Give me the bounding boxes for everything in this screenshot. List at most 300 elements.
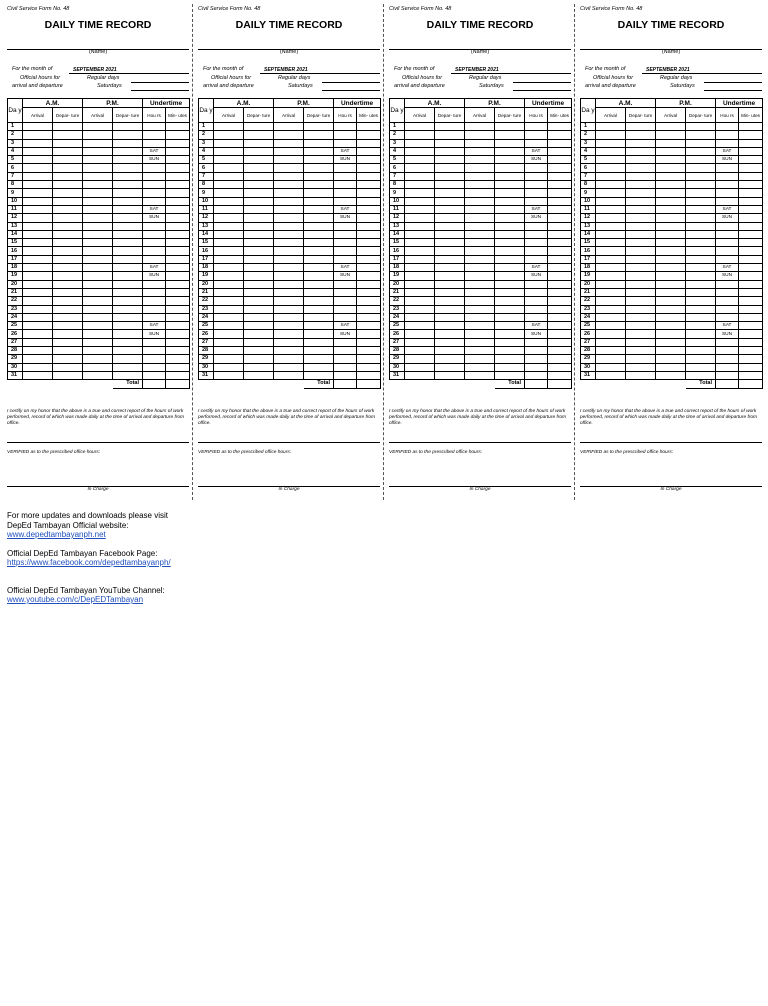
undertime-hours-cell[interactable]	[143, 338, 166, 346]
am-departure-cell[interactable]	[435, 280, 465, 288]
pm-arrival-cell[interactable]	[656, 172, 686, 180]
pm-arrival-cell[interactable]	[465, 214, 495, 222]
am-departure-cell[interactable]	[435, 181, 465, 189]
undertime-minutes-cell[interactable]	[548, 363, 572, 371]
pm-arrival-cell[interactable]	[656, 272, 686, 280]
pm-arrival-cell[interactable]	[274, 164, 304, 172]
undertime-minutes-cell[interactable]	[166, 205, 190, 213]
pm-arrival-cell[interactable]	[83, 230, 113, 238]
pm-arrival-cell[interactable]	[83, 272, 113, 280]
am-arrival-cell[interactable]	[405, 189, 435, 197]
pm-departure-cell[interactable]	[113, 288, 143, 296]
am-departure-cell[interactable]	[626, 205, 656, 213]
am-arrival-cell[interactable]	[596, 255, 626, 263]
facebook-link[interactable]: https://www.facebook.com/depedtambayanph/	[7, 558, 171, 567]
undertime-hours-cell[interactable]	[716, 181, 739, 189]
pm-departure-cell[interactable]	[495, 330, 525, 338]
am-departure-cell[interactable]	[53, 156, 83, 164]
am-arrival-cell[interactable]	[214, 181, 244, 189]
undertime-hours-cell[interactable]	[334, 239, 357, 247]
pm-arrival-cell[interactable]	[274, 139, 304, 147]
pm-departure-cell[interactable]	[686, 280, 716, 288]
pm-arrival-cell[interactable]	[274, 363, 304, 371]
undertime-minutes-cell[interactable]	[548, 330, 572, 338]
am-departure-cell[interactable]	[435, 355, 465, 363]
pm-arrival-cell[interactable]	[656, 255, 686, 263]
undertime-minutes-cell[interactable]	[548, 355, 572, 363]
am-arrival-cell[interactable]	[23, 255, 53, 263]
undertime-minutes-cell[interactable]	[739, 313, 763, 321]
undertime-minutes-cell[interactable]	[166, 164, 190, 172]
pm-departure-cell[interactable]	[113, 363, 143, 371]
pm-departure-cell[interactable]	[304, 172, 334, 180]
undertime-hours-cell[interactable]	[334, 164, 357, 172]
pm-arrival-cell[interactable]	[274, 131, 304, 139]
undertime-minutes-cell[interactable]	[739, 322, 763, 330]
am-arrival-cell[interactable]	[596, 355, 626, 363]
am-departure-cell[interactable]	[244, 205, 274, 213]
am-departure-cell[interactable]	[244, 123, 274, 131]
pm-departure-cell[interactable]	[495, 205, 525, 213]
undertime-hours-cell[interactable]	[525, 347, 548, 355]
am-departure-cell[interactable]	[435, 255, 465, 263]
pm-arrival-cell[interactable]	[465, 164, 495, 172]
undertime-minutes-cell[interactable]	[166, 272, 190, 280]
am-arrival-cell[interactable]	[596, 189, 626, 197]
pm-departure-cell[interactable]	[304, 280, 334, 288]
am-arrival-cell[interactable]	[214, 355, 244, 363]
am-arrival-cell[interactable]	[596, 305, 626, 313]
pm-departure-cell[interactable]	[304, 123, 334, 131]
pm-arrival-cell[interactable]	[83, 305, 113, 313]
undertime-hours-cell[interactable]	[143, 197, 166, 205]
am-departure-cell[interactable]	[626, 272, 656, 280]
pm-departure-cell[interactable]	[113, 189, 143, 197]
am-departure-cell[interactable]	[626, 131, 656, 139]
pm-departure-cell[interactable]	[113, 280, 143, 288]
am-departure-cell[interactable]	[244, 305, 274, 313]
undertime-minutes-cell[interactable]	[548, 247, 572, 255]
am-arrival-cell[interactable]	[23, 156, 53, 164]
undertime-hours-cell[interactable]	[334, 255, 357, 263]
am-arrival-cell[interactable]	[596, 371, 626, 379]
undertime-hours-cell[interactable]	[143, 139, 166, 147]
undertime-hours-cell[interactable]	[143, 355, 166, 363]
undertime-minutes-cell[interactable]	[739, 172, 763, 180]
am-arrival-cell[interactable]	[214, 264, 244, 272]
pm-departure-cell[interactable]	[495, 230, 525, 238]
am-departure-cell[interactable]	[244, 288, 274, 296]
undertime-hours-cell[interactable]	[334, 347, 357, 355]
am-departure-cell[interactable]	[244, 371, 274, 379]
undertime-hours-cell[interactable]	[334, 338, 357, 346]
undertime-minutes-cell[interactable]	[548, 181, 572, 189]
pm-departure-cell[interactable]	[495, 164, 525, 172]
undertime-minutes-cell[interactable]	[739, 338, 763, 346]
undertime-minutes-cell[interactable]	[548, 172, 572, 180]
am-departure-cell[interactable]	[435, 123, 465, 131]
undertime-hours-cell[interactable]	[334, 131, 357, 139]
am-arrival-cell[interactable]	[596, 272, 626, 280]
pm-arrival-cell[interactable]	[465, 272, 495, 280]
pm-arrival-cell[interactable]	[656, 131, 686, 139]
pm-arrival-cell[interactable]	[656, 139, 686, 147]
undertime-hours-cell[interactable]	[334, 355, 357, 363]
am-departure-cell[interactable]	[244, 230, 274, 238]
pm-departure-cell[interactable]	[686, 123, 716, 131]
pm-departure-cell[interactable]	[495, 371, 525, 379]
am-departure-cell[interactable]	[53, 222, 83, 230]
undertime-hours-cell[interactable]	[525, 181, 548, 189]
pm-departure-cell[interactable]	[495, 156, 525, 164]
am-arrival-cell[interactable]	[214, 288, 244, 296]
undertime-hours-cell[interactable]	[525, 197, 548, 205]
undertime-hours-cell[interactable]	[143, 181, 166, 189]
am-departure-cell[interactable]	[244, 172, 274, 180]
pm-departure-cell[interactable]	[686, 371, 716, 379]
pm-departure-cell[interactable]	[686, 181, 716, 189]
pm-departure-cell[interactable]	[113, 197, 143, 205]
pm-arrival-cell[interactable]	[83, 123, 113, 131]
undertime-hours-cell[interactable]	[525, 338, 548, 346]
pm-departure-cell[interactable]	[686, 305, 716, 313]
total-hours-cell[interactable]	[334, 380, 357, 388]
undertime-minutes-cell[interactable]	[739, 131, 763, 139]
am-arrival-cell[interactable]	[405, 164, 435, 172]
am-departure-cell[interactable]	[626, 280, 656, 288]
pm-arrival-cell[interactable]	[465, 205, 495, 213]
pm-arrival-cell[interactable]	[83, 338, 113, 346]
am-arrival-cell[interactable]	[23, 189, 53, 197]
undertime-minutes-cell[interactable]	[166, 139, 190, 147]
pm-departure-cell[interactable]	[686, 355, 716, 363]
undertime-minutes-cell[interactable]	[357, 322, 381, 330]
am-arrival-cell[interactable]	[405, 330, 435, 338]
am-arrival-cell[interactable]	[596, 172, 626, 180]
am-arrival-cell[interactable]	[23, 147, 53, 155]
am-departure-cell[interactable]	[435, 164, 465, 172]
am-arrival-cell[interactable]	[596, 230, 626, 238]
pm-arrival-cell[interactable]	[83, 264, 113, 272]
pm-arrival-cell[interactable]	[83, 222, 113, 230]
undertime-hours-cell[interactable]	[143, 131, 166, 139]
undertime-minutes-cell[interactable]	[548, 123, 572, 131]
pm-arrival-cell[interactable]	[465, 197, 495, 205]
am-arrival-cell[interactable]	[23, 181, 53, 189]
am-arrival-cell[interactable]	[23, 355, 53, 363]
am-departure-cell[interactable]	[435, 205, 465, 213]
am-departure-cell[interactable]	[53, 338, 83, 346]
undertime-hours-cell[interactable]	[143, 297, 166, 305]
undertime-hours-cell[interactable]	[716, 123, 739, 131]
undertime-minutes-cell[interactable]	[739, 347, 763, 355]
pm-arrival-cell[interactable]	[274, 371, 304, 379]
undertime-hours-cell[interactable]	[143, 123, 166, 131]
am-arrival-cell[interactable]	[23, 288, 53, 296]
am-departure-cell[interactable]	[626, 214, 656, 222]
undertime-minutes-cell[interactable]	[166, 322, 190, 330]
undertime-minutes-cell[interactable]	[357, 222, 381, 230]
am-departure-cell[interactable]	[435, 363, 465, 371]
undertime-minutes-cell[interactable]	[548, 347, 572, 355]
am-arrival-cell[interactable]	[596, 239, 626, 247]
am-arrival-cell[interactable]	[405, 131, 435, 139]
pm-departure-cell[interactable]	[495, 239, 525, 247]
pm-arrival-cell[interactable]	[83, 147, 113, 155]
undertime-hours-cell[interactable]	[525, 288, 548, 296]
am-departure-cell[interactable]	[244, 297, 274, 305]
pm-departure-cell[interactable]	[495, 355, 525, 363]
am-arrival-cell[interactable]	[23, 264, 53, 272]
pm-arrival-cell[interactable]	[656, 338, 686, 346]
undertime-hours-cell[interactable]	[143, 189, 166, 197]
pm-arrival-cell[interactable]	[83, 189, 113, 197]
pm-departure-cell[interactable]	[113, 255, 143, 263]
am-arrival-cell[interactable]	[23, 131, 53, 139]
undertime-minutes-cell[interactable]	[357, 131, 381, 139]
pm-arrival-cell[interactable]	[83, 164, 113, 172]
pm-departure-cell[interactable]	[686, 363, 716, 371]
pm-departure-cell[interactable]	[686, 189, 716, 197]
undertime-hours-cell[interactable]	[525, 123, 548, 131]
undertime-hours-cell[interactable]	[143, 172, 166, 180]
pm-departure-cell[interactable]	[113, 222, 143, 230]
pm-departure-cell[interactable]	[495, 197, 525, 205]
undertime-hours-cell[interactable]	[334, 197, 357, 205]
undertime-minutes-cell[interactable]	[548, 264, 572, 272]
am-arrival-cell[interactable]	[405, 280, 435, 288]
pm-departure-cell[interactable]	[495, 322, 525, 330]
pm-arrival-cell[interactable]	[465, 239, 495, 247]
undertime-minutes-cell[interactable]	[548, 272, 572, 280]
am-departure-cell[interactable]	[53, 255, 83, 263]
undertime-minutes-cell[interactable]	[548, 156, 572, 164]
am-departure-cell[interactable]	[435, 214, 465, 222]
am-departure-cell[interactable]	[244, 264, 274, 272]
undertime-minutes-cell[interactable]	[357, 123, 381, 131]
pm-departure-cell[interactable]	[113, 313, 143, 321]
am-arrival-cell[interactable]	[214, 222, 244, 230]
am-arrival-cell[interactable]	[23, 139, 53, 147]
pm-departure-cell[interactable]	[495, 338, 525, 346]
undertime-hours-cell[interactable]	[334, 305, 357, 313]
undertime-hours-cell[interactable]	[716, 280, 739, 288]
pm-departure-cell[interactable]	[304, 355, 334, 363]
am-departure-cell[interactable]	[244, 197, 274, 205]
am-arrival-cell[interactable]	[23, 272, 53, 280]
undertime-minutes-cell[interactable]	[166, 247, 190, 255]
am-departure-cell[interactable]	[53, 172, 83, 180]
am-departure-cell[interactable]	[53, 247, 83, 255]
am-departure-cell[interactable]	[626, 147, 656, 155]
am-arrival-cell[interactable]	[214, 322, 244, 330]
pm-arrival-cell[interactable]	[83, 172, 113, 180]
am-arrival-cell[interactable]	[405, 239, 435, 247]
pm-arrival-cell[interactable]	[274, 230, 304, 238]
am-arrival-cell[interactable]	[214, 371, 244, 379]
am-arrival-cell[interactable]	[23, 214, 53, 222]
pm-arrival-cell[interactable]	[274, 239, 304, 247]
am-arrival-cell[interactable]	[23, 280, 53, 288]
undertime-minutes-cell[interactable]	[739, 214, 763, 222]
undertime-hours-cell[interactable]	[334, 247, 357, 255]
undertime-minutes-cell[interactable]	[739, 264, 763, 272]
pm-departure-cell[interactable]	[304, 371, 334, 379]
am-departure-cell[interactable]	[435, 239, 465, 247]
am-departure-cell[interactable]	[244, 139, 274, 147]
pm-departure-cell[interactable]	[113, 338, 143, 346]
undertime-hours-cell[interactable]	[716, 189, 739, 197]
am-departure-cell[interactable]	[435, 330, 465, 338]
undertime-minutes-cell[interactable]	[166, 330, 190, 338]
am-departure-cell[interactable]	[626, 123, 656, 131]
undertime-minutes-cell[interactable]	[166, 297, 190, 305]
undertime-hours-cell[interactable]	[716, 131, 739, 139]
pm-departure-cell[interactable]	[686, 164, 716, 172]
pm-arrival-cell[interactable]	[83, 247, 113, 255]
am-departure-cell[interactable]	[53, 139, 83, 147]
pm-arrival-cell[interactable]	[274, 197, 304, 205]
am-arrival-cell[interactable]	[23, 330, 53, 338]
undertime-hours-cell[interactable]	[334, 288, 357, 296]
am-arrival-cell[interactable]	[214, 347, 244, 355]
am-departure-cell[interactable]	[435, 338, 465, 346]
pm-arrival-cell[interactable]	[465, 181, 495, 189]
am-departure-cell[interactable]	[626, 156, 656, 164]
undertime-minutes-cell[interactable]	[548, 239, 572, 247]
pm-departure-cell[interactable]	[304, 347, 334, 355]
pm-departure-cell[interactable]	[495, 139, 525, 147]
undertime-minutes-cell[interactable]	[166, 363, 190, 371]
am-arrival-cell[interactable]	[405, 172, 435, 180]
am-arrival-cell[interactable]	[214, 123, 244, 131]
pm-departure-cell[interactable]	[113, 205, 143, 213]
pm-departure-cell[interactable]	[686, 156, 716, 164]
am-departure-cell[interactable]	[53, 239, 83, 247]
pm-arrival-cell[interactable]	[465, 123, 495, 131]
pm-arrival-cell[interactable]	[465, 255, 495, 263]
am-arrival-cell[interactable]	[405, 147, 435, 155]
pm-arrival-cell[interactable]	[465, 280, 495, 288]
pm-arrival-cell[interactable]	[656, 156, 686, 164]
undertime-minutes-cell[interactable]	[166, 156, 190, 164]
pm-departure-cell[interactable]	[113, 123, 143, 131]
undertime-hours-cell[interactable]	[525, 247, 548, 255]
am-arrival-cell[interactable]	[405, 313, 435, 321]
am-departure-cell[interactable]	[626, 247, 656, 255]
am-departure-cell[interactable]	[435, 247, 465, 255]
undertime-minutes-cell[interactable]	[739, 205, 763, 213]
undertime-minutes-cell[interactable]	[357, 164, 381, 172]
pm-arrival-cell[interactable]	[274, 272, 304, 280]
undertime-minutes-cell[interactable]	[739, 156, 763, 164]
pm-arrival-cell[interactable]	[656, 197, 686, 205]
am-arrival-cell[interactable]	[23, 322, 53, 330]
am-arrival-cell[interactable]	[214, 172, 244, 180]
undertime-hours-cell[interactable]	[143, 347, 166, 355]
pm-departure-cell[interactable]	[495, 214, 525, 222]
undertime-minutes-cell[interactable]	[166, 222, 190, 230]
undertime-hours-cell[interactable]	[334, 313, 357, 321]
pm-arrival-cell[interactable]	[274, 264, 304, 272]
pm-arrival-cell[interactable]	[274, 255, 304, 263]
am-departure-cell[interactable]	[53, 322, 83, 330]
undertime-minutes-cell[interactable]	[548, 214, 572, 222]
undertime-minutes-cell[interactable]	[739, 363, 763, 371]
undertime-minutes-cell[interactable]	[357, 355, 381, 363]
pm-arrival-cell[interactable]	[83, 280, 113, 288]
pm-arrival-cell[interactable]	[83, 131, 113, 139]
pm-departure-cell[interactable]	[495, 264, 525, 272]
pm-departure-cell[interactable]	[304, 230, 334, 238]
undertime-minutes-cell[interactable]	[548, 189, 572, 197]
pm-arrival-cell[interactable]	[465, 363, 495, 371]
am-arrival-cell[interactable]	[405, 247, 435, 255]
pm-departure-cell[interactable]	[304, 197, 334, 205]
am-arrival-cell[interactable]	[214, 297, 244, 305]
pm-arrival-cell[interactable]	[274, 313, 304, 321]
am-arrival-cell[interactable]	[214, 197, 244, 205]
am-arrival-cell[interactable]	[405, 255, 435, 263]
undertime-minutes-cell[interactable]	[739, 181, 763, 189]
am-departure-cell[interactable]	[435, 264, 465, 272]
am-departure-cell[interactable]	[53, 189, 83, 197]
am-arrival-cell[interactable]	[214, 313, 244, 321]
pm-arrival-cell[interactable]	[656, 123, 686, 131]
pm-departure-cell[interactable]	[686, 239, 716, 247]
am-arrival-cell[interactable]	[214, 156, 244, 164]
undertime-minutes-cell[interactable]	[739, 305, 763, 313]
undertime-hours-cell[interactable]	[716, 305, 739, 313]
undertime-hours-cell[interactable]	[525, 297, 548, 305]
am-departure-cell[interactable]	[626, 371, 656, 379]
pm-departure-cell[interactable]	[304, 363, 334, 371]
undertime-minutes-cell[interactable]	[357, 181, 381, 189]
am-departure-cell[interactable]	[435, 322, 465, 330]
pm-departure-cell[interactable]	[304, 264, 334, 272]
pm-arrival-cell[interactable]	[83, 205, 113, 213]
am-arrival-cell[interactable]	[23, 230, 53, 238]
am-arrival-cell[interactable]	[405, 355, 435, 363]
pm-arrival-cell[interactable]	[274, 347, 304, 355]
undertime-hours-cell[interactable]	[143, 239, 166, 247]
pm-arrival-cell[interactable]	[83, 363, 113, 371]
undertime-minutes-cell[interactable]	[548, 222, 572, 230]
undertime-minutes-cell[interactable]	[739, 247, 763, 255]
am-departure-cell[interactable]	[435, 230, 465, 238]
am-arrival-cell[interactable]	[596, 131, 626, 139]
pm-departure-cell[interactable]	[495, 189, 525, 197]
undertime-minutes-cell[interactable]	[166, 181, 190, 189]
am-departure-cell[interactable]	[53, 305, 83, 313]
undertime-hours-cell[interactable]	[525, 139, 548, 147]
undertime-hours-cell[interactable]	[143, 313, 166, 321]
undertime-minutes-cell[interactable]	[357, 172, 381, 180]
pm-arrival-cell[interactable]	[83, 322, 113, 330]
am-departure-cell[interactable]	[244, 247, 274, 255]
undertime-hours-cell[interactable]	[716, 239, 739, 247]
pm-departure-cell[interactable]	[686, 230, 716, 238]
pm-departure-cell[interactable]	[495, 147, 525, 155]
am-arrival-cell[interactable]	[596, 264, 626, 272]
am-arrival-cell[interactable]	[23, 363, 53, 371]
undertime-hours-cell[interactable]	[143, 230, 166, 238]
am-departure-cell[interactable]	[53, 288, 83, 296]
am-departure-cell[interactable]	[53, 272, 83, 280]
undertime-hours-cell[interactable]	[716, 363, 739, 371]
am-arrival-cell[interactable]	[405, 205, 435, 213]
pm-arrival-cell[interactable]	[656, 164, 686, 172]
